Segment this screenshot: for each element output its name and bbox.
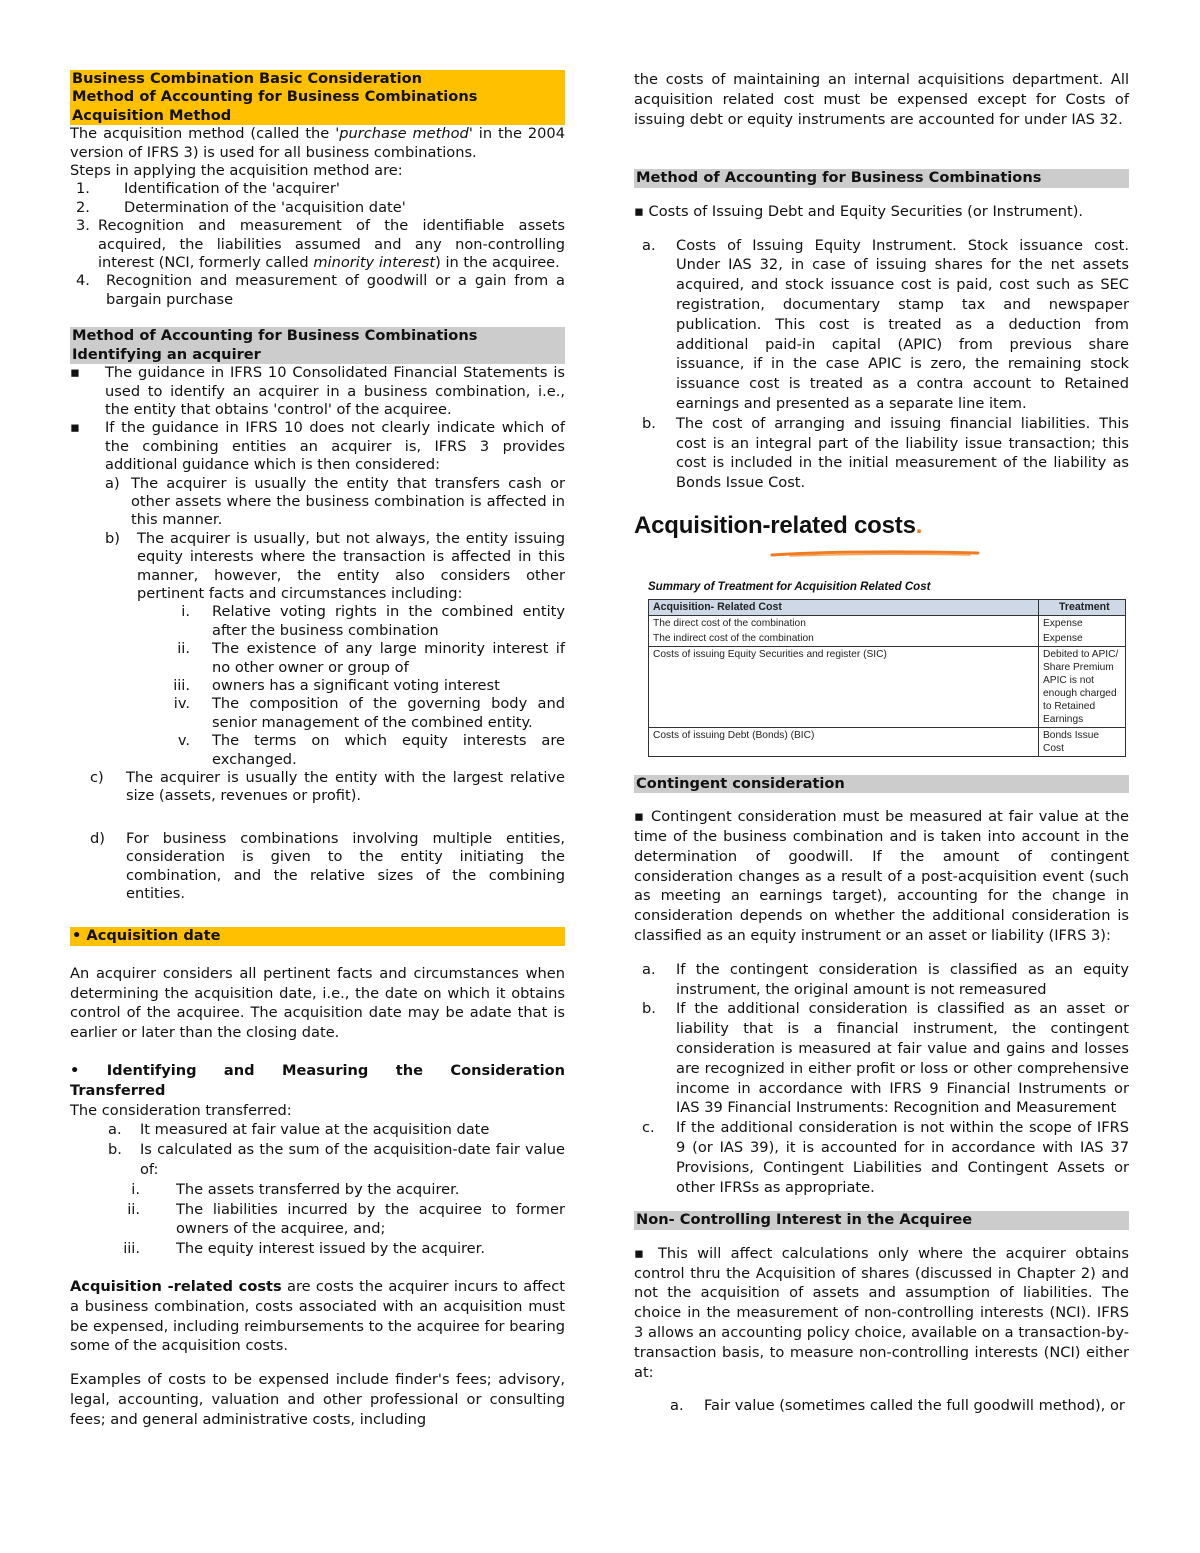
section-header-method: Method of Accounting for Business Combinations: [634, 169, 1129, 187]
roman-list: [70, 603, 565, 769]
list-item: a. It measured at fair value at the acquisition date: [108, 1121, 490, 1139]
column-header-cost: Acquisition- Related Cost: [649, 599, 1039, 615]
examples-paragraph: Examples of costs to be expensed include finder's fees; advisory, legal, accounting, valuation and other professional or consulting fees; and general administrative costs, including: [70, 1371, 565, 1428]
column-header-treatment: Treatment: [1039, 599, 1126, 615]
list-item: i. Relative voting rights in the combined entity after the business combination: [181, 603, 565, 639]
list-item: 3. Recognition and measurement of the identifiable assets acquired, the liabilities assumed and any non-controlling interest (NCI, formerly called minority interest) in the acquiree.: [76, 217, 565, 272]
list-item: c) The acquirer is usually the entity with the largest relative size (assets, revenues or profit).: [90, 769, 565, 805]
table-row: Costs of issuing Debt (Bonds) (BIC) Bonds Issue Cost: [649, 727, 1126, 756]
section-header-nci: Non- Controlling Interest in the Acquiree: [634, 1211, 1129, 1229]
section-header-contingent: Contingent consideration: [634, 775, 1129, 793]
steps-list: [70, 180, 565, 309]
summary-table: [648, 599, 1126, 757]
list-item: b. The cost of arranging and issuing financial liabilities. This cost is an integral part of the liability issue transaction; this cost is included in the initial measurement of the liability as Bonds Issue Cost.: [642, 414, 1129, 492]
list-item: iii. owners has a significant voting interest: [173, 677, 500, 694]
list-item: ii. The liabilities incurred by the acquiree to former owners of the acquiree, and;: [127, 1200, 565, 1238]
continuation-paragraph: the costs of maintaining an internal acquisitions department. All acquisition related cost must be expensed except for Costs of issuing debt or equity instruments are accounted for under IAS 32.: [634, 71, 1129, 128]
list-item: a. If the contingent consideration is classified as an equity instrument, the original amount is not remeasured: [642, 960, 1129, 998]
table-row: The direct cost of the combination Expense: [649, 615, 1126, 631]
consideration-intro: The consideration transferred:: [70, 1101, 292, 1119]
table-header-row: [649, 599, 1126, 615]
slide-title: Acquisition-related costs.: [634, 511, 923, 539]
list-item: ii. The existence of any large minority interest if no other owner or group of: [177, 640, 565, 676]
section-header-identifying-acquirer: Method of Accounting for Business Combinations Identifying an acquirer: [70, 327, 565, 364]
title-underline: [770, 549, 980, 559]
section-header-acquisition-method: Business Combination Basic Consideration Method of Accounting for Business Combinations Acquisition Method: [70, 70, 565, 125]
list-item: b. If the additional consideration is classified as an asset or liability that is a financial instrument, the contingent consideration is measured at fair value and gains and losses are recognized in either profit or loss or other comprehensive income in accordance with IFRS 9 Financial Instruments or IAS 39 Financial Instruments: Recognition and Measurement: [642, 1000, 1129, 1117]
list-item: 1. Identification of the 'acquirer': [76, 180, 340, 198]
section-header-consideration: • Identifying and Measuring the Consideration Transferred: [70, 1062, 565, 1099]
summary-table-title: Summary of Treatment for Acquisition Related Cost: [648, 581, 931, 594]
list-item: b) The acquirer is usually, but not always, the entity issuing equity interests where the transaction is affected in this manner, however, the entity also considers other pertinent facts and circumstances including:: [105, 529, 565, 602]
list-item: b. Is calculated as the sum of the acquisition-date fair value of:: [108, 1141, 565, 1179]
acquisition-costs-paragraph: Acquisition -related costs are costs the acquirer incurs to affect a business combination, costs associated with an acquisition must be expensed, including reimbursements to the acquiree for bearing some of the acquisition costs.: [70, 1278, 565, 1355]
intro-paragraph: The acquisition method (called the 'purchase method' in the 2004 version of IFRS 3) is used for all business combinations.: [70, 125, 565, 161]
list-item: i. The assets transferred by the acquirer.: [131, 1180, 460, 1198]
costs-bullet: ▪ Costs of Issuing Debt and Equity Securities (or Instrument).: [634, 202, 1084, 220]
left-column: [70, 70, 565, 1430]
table-row: The indirect cost of the combination Expense: [649, 631, 1126, 647]
right-column: [634, 70, 1129, 1416]
contingent-paragraph: ▪ Contingent consideration must be measured at fair value at the time of the business combination and is taken into account in the determination of goodwill. If the amount of contingent consideration changes as a result of a post-acquisition event (such as meeting an earnings target), accounting for the change in consideration depends on whether the additional consideration is classified as an equity instrument or an asset or liability (IFRS 3):: [634, 808, 1129, 944]
nci-paragraph: ▪ This will affect calculations only where the acquirer obtains control thru the Acquisition of shares (discussed in Chapter 2) and not the acquisition of assets and assumption of liabilities. The choice in the measurement of non-controlling interests (NCI). IFRS 3 allows an accounting policy choice, available on a transaction-by-transaction basis, to measure non-controlling interests (NCI) either at:: [634, 1244, 1129, 1381]
list-item: a. Costs of Issuing Equity Instrument. Stock issuance cost. Under IAS 32, in case of issuing shares for the net assets acquired, and stock issuance cost is paid, cost such as SEC registration, documentary stamp tax and newspaper publication. This cost is treated as a deduction from additional paid-in capital (APIC) from previous share issuance, if in the case APIC is zero, the remaining stock issuance cost is treated as a contra account to Retained earnings and presented as a separate line item.: [642, 236, 1129, 412]
list-item: d) For business combinations involving multiple entities, consideration is given to the entity initiating the combination, and the relative sizes of the combining entities.: [90, 829, 565, 903]
list-item: iv. The composition of the governing body and senior management of the combined entity.: [173, 695, 565, 731]
table-row: Costs of issuing Equity Securities and register (SIC) Debited to APIC/ Share Premium APIC is not enough charged to Retained Earnings: [649, 646, 1126, 727]
list-item: c. If the additional consideration is not within the scope of IFRS 9 (or IAS 39), it is accounted for in accordance with IAS 37 Provisions, Contingent Liabilities and Contingent Assets or other IFRSs as appropriate.: [642, 1119, 1129, 1196]
acquisition-date-paragraph: An acquirer considers all pertinent facts and circumstances when determining the acquisition date, i.e., the date on which it obtains control of the acquiree. The acquisition date may be adate that is earlier or later than the closing date.: [70, 964, 565, 1042]
bullet-item: ▪ If the guidance in IFRS 10 does not clearly indicate which of the combining entities an acquirer is, IFRS 3 provides additional guidance which is then considered:: [70, 419, 565, 474]
list-item: a. Fair value (sometimes called the full goodwill method), or: [670, 1397, 1125, 1415]
list-item: 4. Recognition and measurement of goodwill or a gain from a bargain purchase: [76, 272, 565, 308]
list-item: a) The acquirer is usually the entity that transfers cash or other assets where the business combination is affected in this manner.: [105, 474, 565, 529]
steps-intro: Steps in applying the acquisition method are:: [70, 162, 403, 180]
bullet-item: ▪ The guidance in IFRS 10 Consolidated Financial Statements is used to identify an acquirer in a business combination, i.e., the entity that obtains 'control' of the acquiree.: [70, 364, 565, 418]
list-item: v. The terms on which equity interests are exchanged.: [177, 732, 565, 768]
list-item: iii. The equity interest issued by the acquirer.: [123, 1240, 485, 1258]
list-item: 2. Determination of the 'acquisition date': [76, 198, 406, 216]
section-header-acquisition-date: • Acquisition date: [70, 927, 565, 945]
